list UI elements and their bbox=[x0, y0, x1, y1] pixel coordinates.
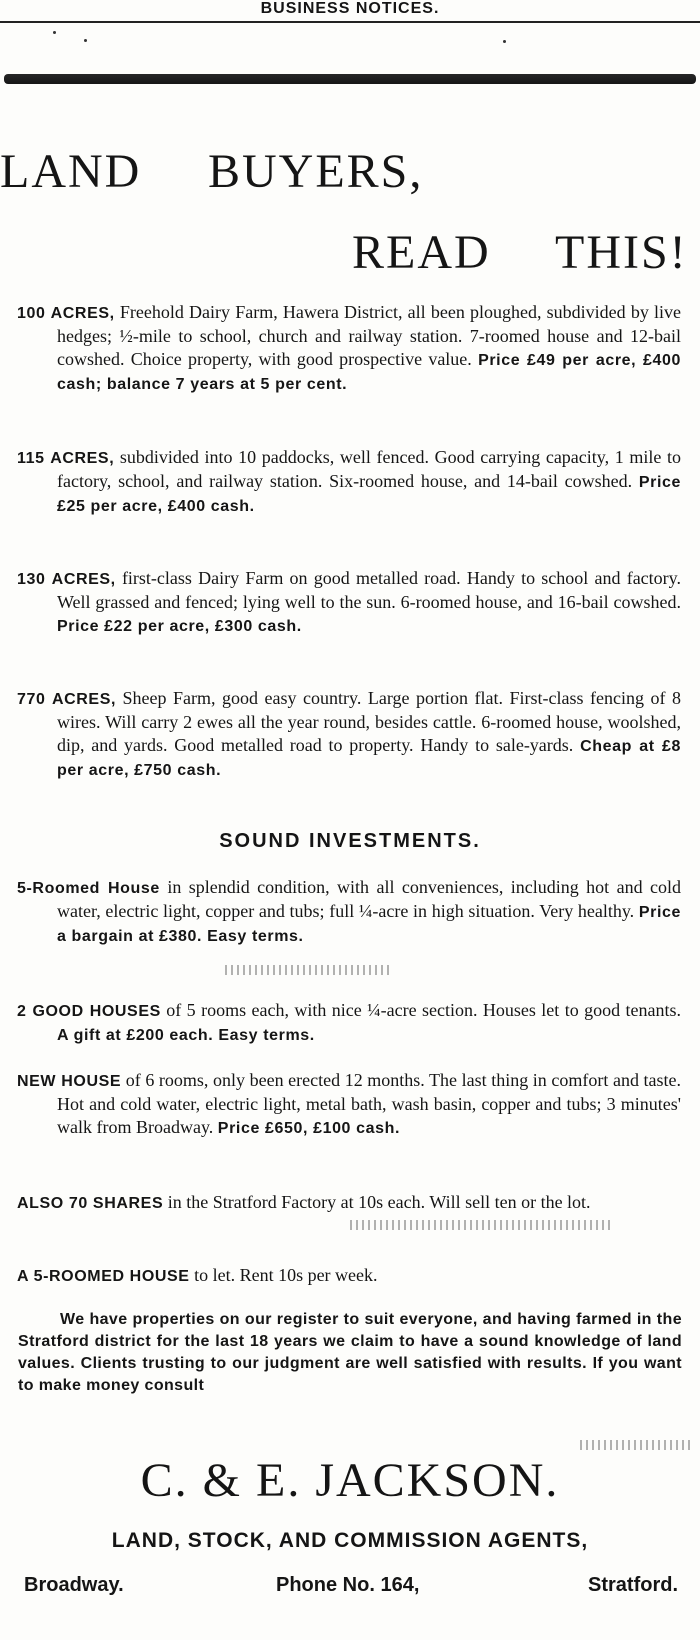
print-smudge bbox=[350, 1220, 610, 1230]
listing-price: Price £49 per acre, £400 cash; balance 7 years at 5 per cent. bbox=[57, 352, 681, 393]
section-header: BUSINESS NOTICES. bbox=[260, 0, 440, 17]
header-rule bbox=[0, 21, 700, 23]
headline-this: THIS! bbox=[555, 226, 688, 279]
print-smudge bbox=[580, 1440, 690, 1450]
firm-agents: LAND, STOCK, AND COMMISSION AGENTS, bbox=[111, 1529, 589, 1552]
listing-lead: 115 ACRES, bbox=[17, 450, 115, 467]
listing-price: Price £22 per acre, £300 cash. bbox=[57, 618, 302, 635]
listing-130-acres bbox=[17, 567, 681, 638]
headline-read: READ bbox=[352, 226, 491, 279]
investment-body: in the Stratford Factory at 10s each. Will sell ten or the lot. bbox=[167, 1192, 591, 1212]
listing-115-acres bbox=[17, 446, 681, 518]
firm-name: C. & E. JACKSON. bbox=[140, 1454, 560, 1507]
investment-price: A gift at £200 each. Easy terms. bbox=[57, 1027, 315, 1044]
firm-town: Stratford. bbox=[588, 1574, 678, 1596]
listing-lead: 130 ACRES, bbox=[17, 571, 116, 588]
listing-body: first-class Dairy Farm on good metalled road. Handy to school and factory. Well grassed and fenced; lying well to the sun. 6-roomed house, and 16-bail cowshed. bbox=[57, 568, 682, 612]
section-title: SOUND INVESTMENTS. bbox=[219, 830, 481, 852]
listing-lead: 100 ACRES, bbox=[17, 305, 115, 322]
investment-body: of 6 rooms, only been erected 12 months. The last thing in comfort and taste. Hot and cold water, electric light, metal bath, wash basin, copper and tubs; 3 minutes' walk from Broadway. bbox=[57, 1070, 682, 1137]
listing-100-acres bbox=[17, 301, 681, 396]
investment-5-roomed-house bbox=[17, 876, 681, 948]
listing-body: subdivided into 10 paddocks, well fenced. Good carrying capacity, 1 mile to factory, school, and railway station. Six-roomed house, and 14-bail cowshed. bbox=[57, 447, 682, 491]
investment-lead: NEW HOUSE bbox=[17, 1073, 122, 1090]
investment-lead: A 5-ROOMED HOUSE bbox=[17, 1268, 190, 1285]
investment-lead: ALSO 70 SHARES bbox=[17, 1195, 164, 1212]
firm-address: Broadway. bbox=[24, 1574, 124, 1596]
investment-lead: 2 GOOD HOUSES bbox=[17, 1003, 161, 1020]
investment-new-house bbox=[17, 1069, 681, 1140]
listing-price: Cheap at £8 per acre, £750 cash. bbox=[57, 738, 681, 779]
investment-body: to let. Rent 10s per week. bbox=[194, 1265, 378, 1285]
investment-body: of 5 rooms each, with nice ¼-acre section. Houses let to good tenants. bbox=[166, 1000, 682, 1020]
print-smudge bbox=[225, 965, 390, 975]
investment-2-good-houses bbox=[17, 999, 681, 1047]
listing-770-acres bbox=[17, 687, 681, 782]
investment-price: Price £650, £100 cash. bbox=[217, 1120, 401, 1137]
ink-speck bbox=[84, 39, 87, 42]
headline-land: LAND bbox=[0, 145, 142, 198]
investment-lead: 5-Roomed House bbox=[17, 880, 160, 897]
investment-house-to-let bbox=[17, 1264, 681, 1288]
investment-body: in splendid condition, with all conveniences, including hot and cold water, electric light, copper and tubs; full ¼-acre in high situation. Very healthy. bbox=[57, 877, 681, 921]
investment-price: Price a bargain at £380. Easy terms. bbox=[57, 904, 682, 945]
listing-lead: 770 ACRES, bbox=[17, 691, 117, 708]
heavy-rule bbox=[4, 74, 696, 84]
ink-speck bbox=[53, 31, 56, 34]
closing-paragraph: We have properties on our register to suit everyone, and having farmed in the Stratford district for the last 18 years we claim to have a sound knowledge of land values. Clients trusting to our judgment are well satisfied with results. If you want to make money consult bbox=[18, 1311, 682, 1394]
listing-body: Freehold Dairy Farm, Hawera District, all been ploughed, subdivided by live hedges; ½-mile to school, church and railway station. 7-roomed house and 12-bail cowshed. Choice property, with good prospective value. bbox=[57, 302, 682, 369]
investment-shares bbox=[17, 1191, 681, 1215]
firm-phone: Phone No. 164, bbox=[276, 1574, 420, 1596]
headline-buyers: BUYERS, bbox=[208, 145, 424, 198]
listing-body: Sheep Farm, good easy country. Large portion flat. First-class fencing of 8 wires. Will carry 2 ewes all the year round, besides cattle. 6-roomed house, woolshed, dip, and yards. Good metalled road to property. Handy to sale-yards. bbox=[57, 688, 682, 755]
listing-price: Price £25 per acre, £400 cash. bbox=[57, 474, 681, 515]
ink-speck bbox=[503, 40, 506, 43]
